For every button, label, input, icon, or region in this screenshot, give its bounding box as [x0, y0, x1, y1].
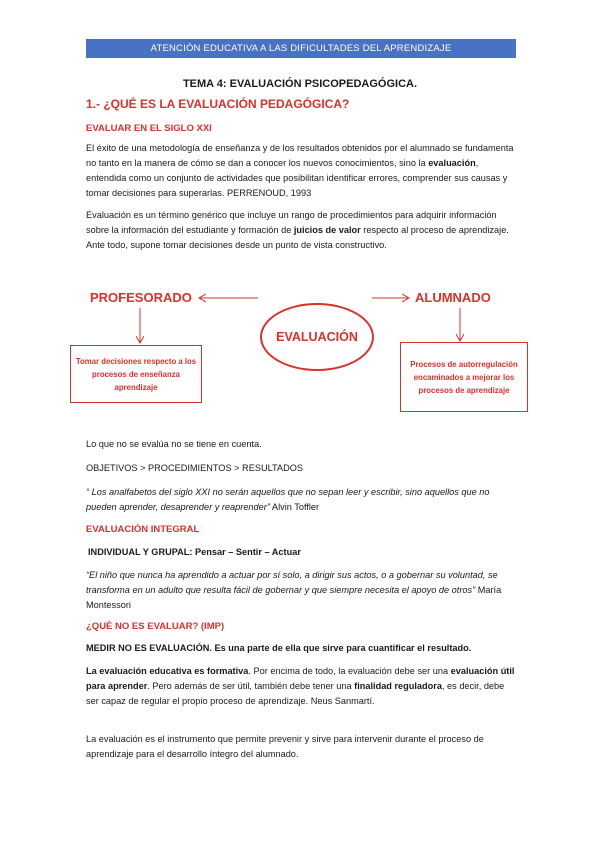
p7-text-b: . Por encima de todo, la evaluación debe ser una [248, 666, 451, 676]
p2-text-a: Evaluación es un término genérico que incluye un rango de procedimientos para adquirir información sobre la información del estudiante y formación de [86, 210, 497, 235]
p7-bold-e: finalidad reguladora [354, 681, 442, 691]
p7-bold-c: evaluación útil para aprender [86, 666, 515, 691]
quote-toffler [86, 485, 516, 515]
p1-bold-evaluacion: evaluación [428, 158, 476, 168]
alumnado-label: ALUMNADO [415, 290, 491, 305]
p1-text-a: El éxito de una metodología de enseñanza y de los resultados obtenidos por el alumnado se fundamenta no tanto en la manera de cómo se dan a conocer los nuevos conocimientos, sino la [86, 143, 514, 168]
subheading-evaluar-siglo-xxi: EVALUAR EN EL SIGLO XXI [86, 123, 212, 134]
paragraph-individual-grupal: INDIVIDUAL Y GRUPAL: Pensar – Sentir – Actuar [88, 547, 301, 557]
profesorado-label: PROFESORADO [90, 290, 192, 305]
p1-text-c: , entendida como un conjunto de actividades que posibilitan identificar errores, comprender sus causas y tomar decisiones para superarlas. PERRENOUD, 1993 [86, 158, 508, 198]
p2-bold-juicios: juicios de valor [293, 225, 361, 235]
paragraph-no-se-evalua: Lo que no se evalúa no se tiene en cuenta. [86, 439, 262, 449]
paragraph-evaluacion-definition [86, 208, 516, 253]
subheading-evaluacion-integral: EVALUACIÓN INTEGRAL [86, 524, 200, 535]
p7-bold-a: La evaluación educativa es formativa [86, 666, 249, 676]
alumnado-box: Procesos de autorregulación encaminados a mejorar los procesos de aprendizaje [400, 342, 528, 412]
page-title: TEMA 4: EVALUACIÓN PSICOPEDAGÓGICA. [182, 78, 418, 90]
quote2-author: María Montessori [86, 585, 502, 610]
quote2-text: “El niño que nunca ha aprendido a actuar por sí solo, a dirigir sus actos, o a gobernar su voluntad, se transforma en un adulto que resulta fácil de gobernar y que siempre necesita el apoyo de otros” [86, 570, 498, 595]
paragraph-instrumento: La evaluación es el instrumento que permite prevenir y sirve para intervenir durante el proceso de aprendizaje para el desarrollo íntegro del alumnado. [86, 734, 484, 759]
subheading-que-no-es-evaluar: ¿QUÉ NO ES EVALUAR? (IMP) [86, 621, 225, 632]
p7-text-d: . Pero además de ser útil, también debe tener una [147, 681, 355, 691]
paragraph-formativa [86, 664, 516, 709]
section-heading: 1.- ¿QUÉ ES LA EVALUACIÓN PEDAGÓGICA? [86, 97, 350, 111]
header-banner: ATENCIÓN EDUCATIVA A LAS DIFICULTADES DEL APRENDIZAJE [86, 39, 516, 58]
p2-text-c: respecto al proceso de aprendizaje. Ante todo, supone tomar decisiones desde un punto de vista constructivo. [86, 225, 509, 250]
quote1-text: “ Los analfabetos del siglo XXI no serán aquellos que no sepan leer y escribir, sino aquellos que no pueden aprender, desaprender y reaprender” [86, 487, 490, 512]
p7-text-f: , es decir, debe ser capaz de regular el propio proceso de aprendizaje. Neus Sanmartí. [86, 681, 505, 706]
profesorado-box: Tomar decisiones respecto a los procesos de enseñanza aprendizaje [70, 345, 202, 403]
evaluacion-ellipse: EVALUACIÓN [260, 303, 374, 371]
paragraph-medir: MEDIR NO ES EVALUACIÓN. Es una parte de ella que sirve para cuantificar el resultado. [86, 643, 472, 653]
paragraph-objetivos: OBJETIVOS > PROCEDIMIENTOS > RESULTADOS [86, 463, 303, 473]
evaluation-diagram [70, 280, 530, 420]
quote1-author: Alvin Toffler [269, 502, 320, 512]
quote-montessori [86, 568, 516, 613]
paragraph-perrenoud [86, 141, 516, 201]
